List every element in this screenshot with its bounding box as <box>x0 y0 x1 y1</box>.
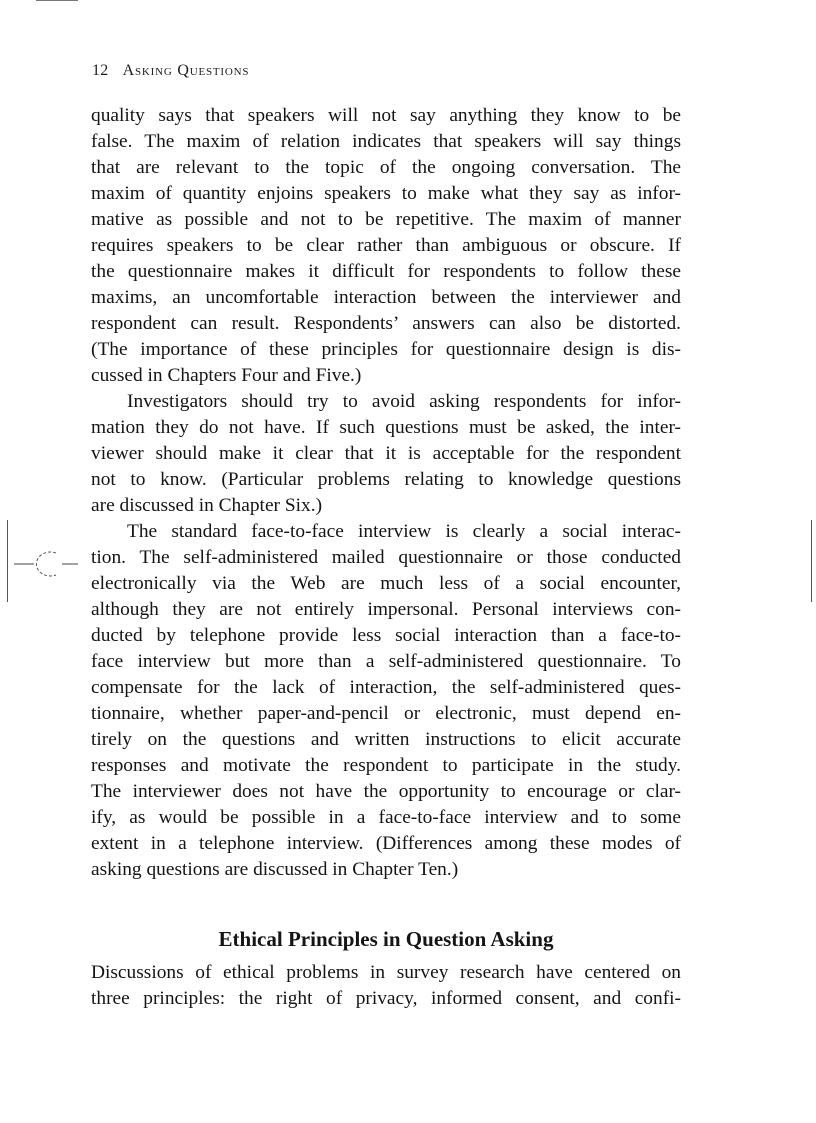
text-line: mative as possible and not to be repetitive. The maxim of manner <box>91 209 681 230</box>
running-head-title: Asking Questions <box>122 62 250 79</box>
text-line: tion. The self-administered mailed questionnaire or those conducted <box>91 547 681 568</box>
text-line: maxims, an uncomfortable interaction between the interviewer and <box>91 287 681 308</box>
text-line: are discussed in Chapter Six.) <box>91 495 323 516</box>
text-line: three principles: the right of privacy, informed consent, and confi- <box>91 988 681 1009</box>
text-line: (The importance of these principles for questionnaire design is dis- <box>91 339 681 360</box>
paragraph <box>91 389 681 519</box>
body-text <box>91 103 681 883</box>
crop-mark-right <box>811 520 812 602</box>
text-line: not to know. (Particular problems relating to knowledge questions <box>91 469 681 490</box>
text-line: that are relevant to the topic of the ongoing conversation. The <box>91 157 681 178</box>
text-line: asking questions are discussed in Chapter Ten.) <box>91 859 459 880</box>
text-line: face interview but more than a self-administered questionnaire. To <box>91 651 681 672</box>
text-line: Investigators should try to avoid asking respondents for infor- <box>127 391 681 412</box>
section-body-text <box>91 960 681 1012</box>
text-line: the questionnaire makes it difficult for respondents to follow these <box>91 261 681 282</box>
text-line: The interviewer does not have the opportunity to encourage or clar- <box>91 781 681 802</box>
text-line: electronically via the Web are much less of a social encounter, <box>91 573 681 594</box>
registration-mark-icon <box>14 547 82 581</box>
paragraph <box>91 519 681 883</box>
crop-mark-left <box>7 520 8 602</box>
text-line: false. The maxim of relation indicates that speakers will say things <box>91 131 681 152</box>
text-line: The standard face-to-face interview is clearly a social interac- <box>127 521 681 542</box>
text-line: responses and motivate the respondent to participate in the study. <box>91 755 681 776</box>
text-line: tirely on the questions and written instructions to elicit accurate <box>91 729 681 750</box>
text-line: mation they do not have. If such questions must be asked, the inter- <box>91 417 681 438</box>
text-line: tionnaire, whether paper-and-pencil or electronic, must depend en- <box>91 703 681 724</box>
text-line: ify, as would be possible in a face-to-face interview and to some <box>91 807 681 828</box>
text-line: extent in a telephone interview. (Differences among these modes of <box>91 833 681 854</box>
section-heading: Ethical Principles in Question Asking <box>218 927 554 951</box>
text-line: Discussions of ethical problems in survey research have centered on <box>91 962 681 983</box>
text-line: respondent can result. Respondents’ answers can also be distorted. <box>91 313 681 334</box>
text-line: cussed in Chapters Four and Five.) <box>91 365 362 386</box>
text-line: maxim of quantity enjoins speakers to make what they say as infor- <box>91 183 681 204</box>
text-line: although they are not entirely impersonal. Personal interviews con- <box>91 599 681 620</box>
text-line: compensate for the lack of interaction, the self-administered ques- <box>91 677 681 698</box>
text-line: quality says that speakers will not say anything they know to be <box>91 105 681 126</box>
text-line: ducted by telephone provide less social interaction than a face-to- <box>91 625 681 646</box>
page-number: 12 <box>92 62 109 79</box>
crop-mark-top <box>36 0 78 1</box>
paragraph <box>91 103 681 389</box>
text-line: viewer should make it clear that it is acceptable for the respondent <box>91 443 681 464</box>
running-head <box>92 62 249 80</box>
text-line: requires speakers to be clear rather than ambiguous or obscure. If <box>91 235 681 256</box>
